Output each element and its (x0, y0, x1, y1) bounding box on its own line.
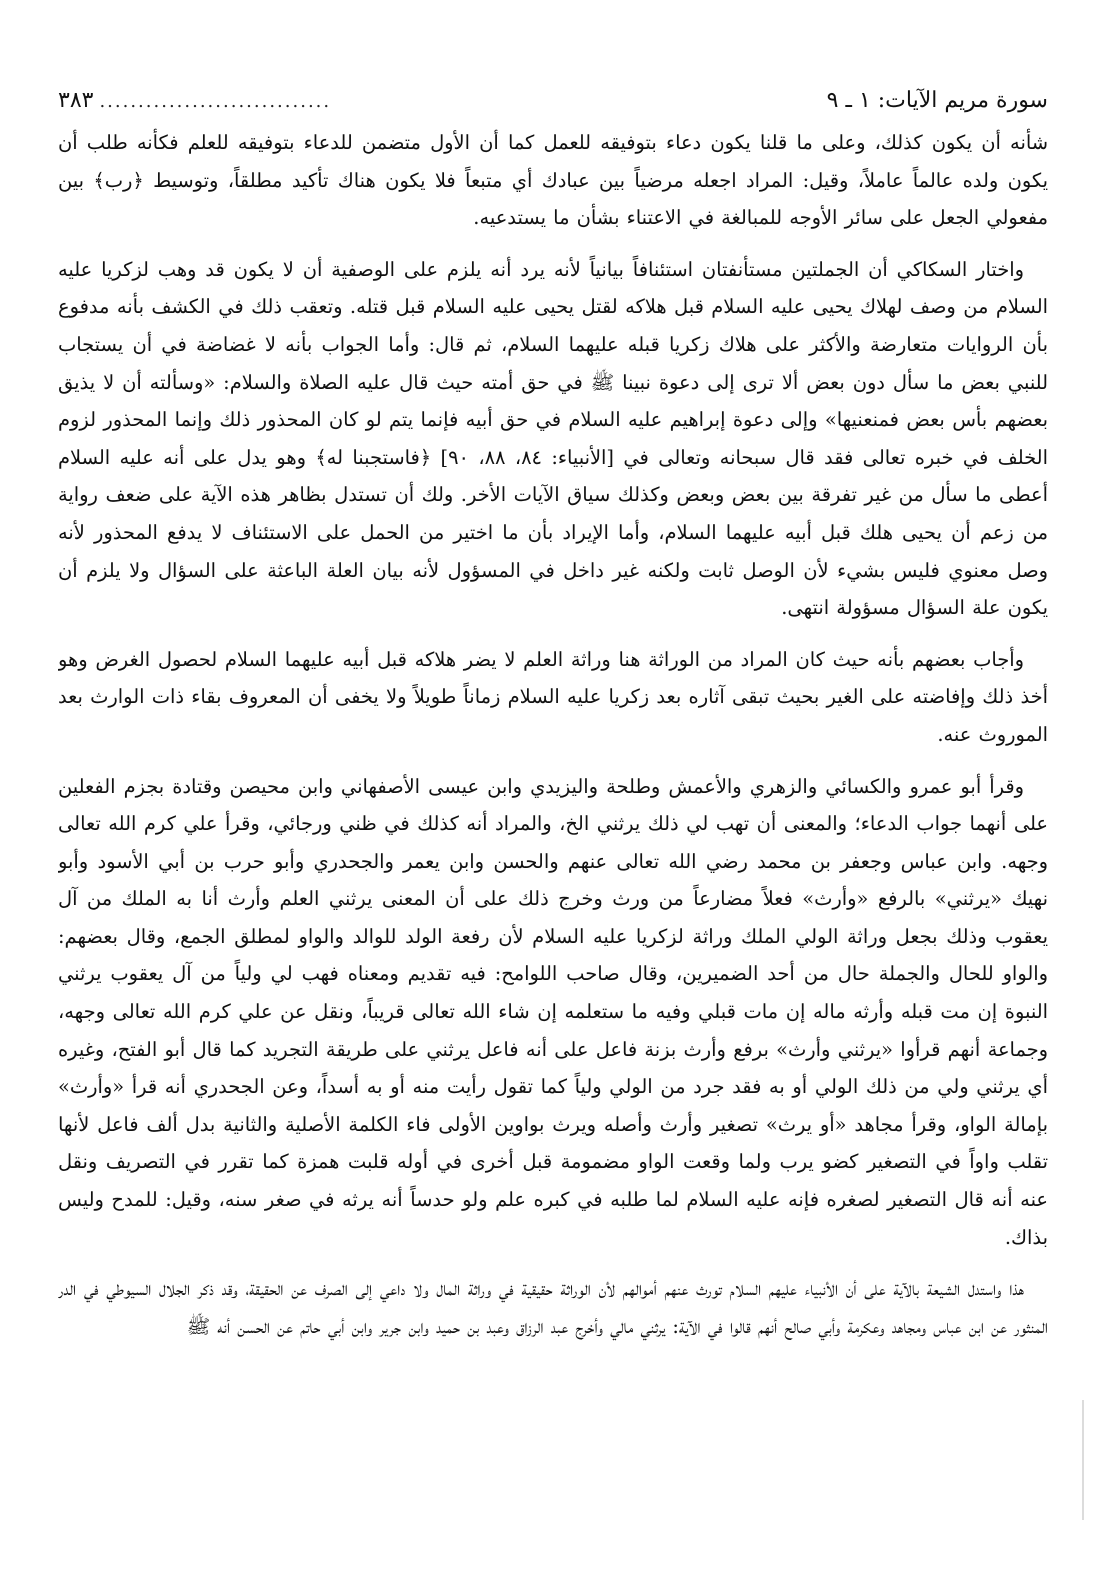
body-text (58, 124, 1048, 1345)
running-head (58, 84, 1048, 118)
scan-edge-mark (1082, 1400, 1084, 1520)
paragraph: وأجاب بعضهم بأنه حيث كان المراد من الوراثة هنا وراثة العلم لا يضر هلاكه قبل أبيه عليهما السلام لحصول الغرض وهو أخذ ذلك وإفاضته على الغير بحيث تبقى آثاره بعد زكريا عليه السلام زماناً طويلاً ولا يخفى أن المعروف بقاء ذات الوارث بعد الموروث عنه. (58, 647, 1048, 746)
paragraph: واختار السكاكي أن الجملتين مستأنفتان استئنافاً بيانياً لأنه يرد أنه يلزم على الوصفية أن لا يكون قد وهب لزكريا عليه السلام من وصف لهلاك يحيى عليه السلام قبل هلاكه لقتل يحيى عليه السلام قبل قتله. وتعقب ذلك في الكشف بأنه مدفوع بأن الروايات متعارضة والأكثر على هلاك زكريا قبله عليهما السلام، ثم قال: وأما الجواب بأنه لا غضاضة في أن يستجاب للنبي بعض ما سأل دون بعض ألا ترى إلى دعوة نبينا ﷺ في حق أمته حيث قال عليه الصلاة والسلام: «وسألته أن لا يذيق بعضهم بأس بعض فمنعنيها» وإلى دعوة إبراهيم عليه السلام في حق أبيه فإنما يتم لو كان المحذور ذلك وإنما المحذور لزوم الخلف في خبره تعالى فقد قال سبحانه وتعالى في [الأنبياء: ٨٤، ٨٨، ٩٠] ﴿فاستجبنا له﴾ وهو يدل على أنه عليه السلام أعطى ما سأل من غير تفرقة بين بعض وبعض وكذلك سياق الآيات الأخر. ولك أن تستدل بظاهر هذه الآية على ضعف رواية من زعم أن يحيى هلك قبل أبيه عليهما السلام، وأما الإيراد بأن ما اختير من الحمل على الاستئناف لا يدفع المحذور لأنه وصل معنوي فليس بشيء لأن الوصل ثابت ولكنه غير داخل في المسؤول لأنه بيان العلة الباعثة على السؤال ولا يلزم أن يكون علة السؤال مسؤولة انتهى. (58, 257, 1048, 620)
book-page (58, 84, 1048, 1554)
paragraph: وقرأ أبو عمرو والكسائي والزهري والأعمش وطلحة واليزيدي وابن عيسى الأصفهاني وابن محيصن وقتادة بجزم الفعلين على أنهما جواب الدعاء؛ والمعنى أن تهب لي ذلك يرثني الخ، والمراد أنه كذلك في ظني ورجائي، وقرأ علي كرم الله تعالى وجهه. وابن عباس وجعفر بن محمد رضي الله تعالى عنهم والحسن وابن يعمر والجحدري وأبو حرب بن أبي الأسود وأبو نهيك «يرثني» بالرفع «وأرث» فعلاً مضارعاً من ورث وخرج ذلك على أن المعنى يرثني العلم وأرث أنا به الملك من آل يعقوب وذلك بجعل وراثة الولي الملك وراثة لزكريا عليه السلام لأن رفعة الولد للوالد والواو لمطلق الجمع، وقال بعضهم: والواو للحال والجملة حال من أحد الضميرين، وقال صاحب اللوامح: فيه تقديم ومعناه فهب لي ولياً من آل يعقوب يرثني النبوة إن مت قبله وأرثه ماله إن مات قبلي وفيه ما ستعلمه إن شاء الله تعالى قريباً، ونقل عن علي كرم الله تعالى وجهه، وجماعة أنهم قرأوا «يرثني وأرث» برفع وأرث بزنة فاعل على أنه فاعل يرثني على طريقة التجريد كما قال أبو الفتح، وغيره أي يرثني ولي من ذلك الولي أو به فقد جرد من الولي ولياً كما تقول رأيت منه أو به أسداً، وعن الجحدري أنه قرأ «وأرث» بإمالة الواو، وقرأ مجاهد «أو يرث» تصغير وأرث وأصله ويرث بواوين الأولى فاء الكلمة الأصلية والثانية بدل ألف فاعل لأنها تقلب واواً في التصغير كضو يرب ولما وقعت الواو مضمومة قبل أخرى في أوله قلبت همزة كما تقرر في التصريف ونقل عنه أنه قال التصغير لصغره فإنه عليه السلام لما طلبه في كبره علم ولو حدساً أنه يرثه في صغر سنه، وقيل: للمدح وليس بذاك. (58, 774, 1048, 1249)
paragraph: هذا واستدل الشيعة بالآية على أن الأنبياء عليهم السلام تورث عنهم أموالهم لأن الوراثة حقيقية في وراثة المال ولا داعي إلى الصرف عن الحقيقة، وقد ذكر الجلال السيوطي في الدر المنثور عن ابن عباس ومجاهد وعكرمة وأبي صالح أنهم قالوا في الآية: يرثني مالي وأخرج عبد الرزاق وعبد بن حميد وابن جرير وابن أبي حاتم عن الحسن أنه ﷺ (58, 1277, 1048, 1338)
paragraph: شأنه أن يكون كذلك، وعلى ما قلنا يكون دعاء بتوفيقه للعمل كما أن الأول متضمن للدعاء بتوفيقه للعلم فكأنه طلب أن يكون ولده عالماً عاملاً، وقيل: المراد اجعله مرضياً بين عبادك أي متبعاً فلا يكون هناك تأكيد مطلقاً، وتوسيط ﴿رب﴾ بين مفعولي الجعل على سائر الأوجه للمبالغة في الاعتناء بشأن ما يستدعيه. (58, 131, 1048, 230)
page-number: ٣٨٣ (58, 88, 94, 113)
leader-dots: .............................. (99, 91, 332, 112)
surah-title: سورة مريم الآيات: ١ ـ ٩ (826, 88, 1048, 113)
